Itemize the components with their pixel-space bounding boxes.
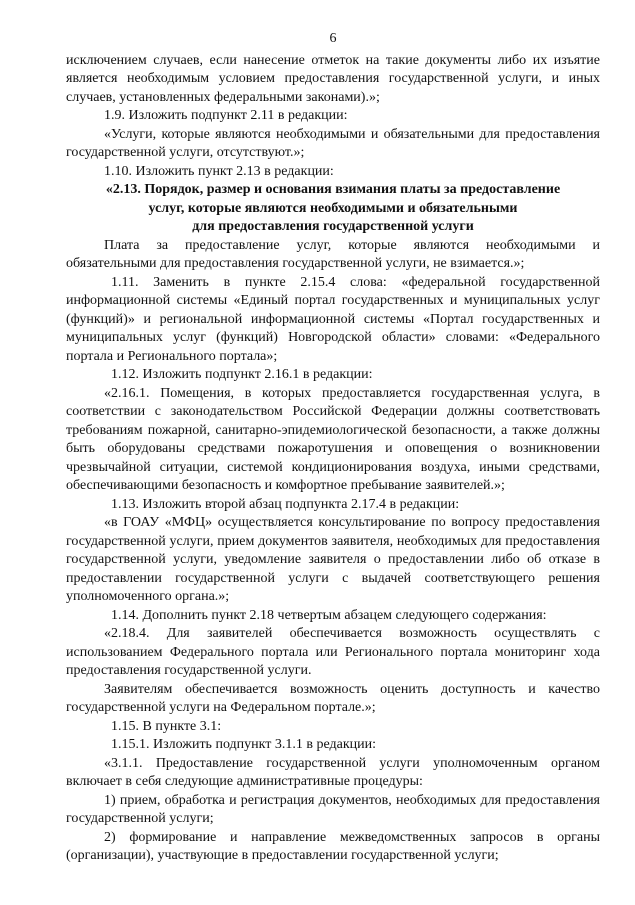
list-item-2: 2) формирование и направление межведомственных запросов в органы (организации), участвующие в предоставлении государственной услуги; bbox=[66, 829, 600, 863]
paragraph-2-18-4: «2.18.4. Для заявителей обеспечивается возможность осуществлять с использованием Федерального портала или Регионального портала мониторинг хода предоставления государственной услуги. bbox=[66, 626, 600, 678]
paragraph-mfc: «в ГОАУ «МФЦ» осуществляется консультирование по вопросу предоставления государственной услуги, прием документов заявителя, необходимых для предоставления государственной услуги, уведомление заявителя о предоставлении либо об отказе в предоставлении государственной услуги с выдачей соответствующего решения уполномоченного органа.»; bbox=[66, 515, 600, 604]
section-heading-line-2: услуг, которые являются необходимыми и обязательными bbox=[148, 200, 518, 216]
section-heading-line-1: «2.13. Порядок, размер и основания взимания платы за предоставление bbox=[105, 182, 561, 197]
paragraph-services-quote: «Услуги, которые являются необходимыми и обязательными для предоставления государственной услуги, отсутствуют.»; bbox=[66, 126, 600, 160]
page-number: 6 bbox=[329, 31, 337, 46]
paragraph-1-15-1: 1.15.1. Изложить подпункт 3.1.1 в редакции: bbox=[111, 737, 377, 752]
paragraph-applicants: Заявителям обеспечивается возможность оценить доступность и качество государственной услуги на Федеральном портале.»; bbox=[66, 681, 600, 715]
paragraph-1-15: 1.15. В пункте 3.1: bbox=[111, 718, 222, 734]
paragraph-continuation: исключением случаев, если нанесение отметок на такие документы либо их изъятие является необходимым условием предоставления государственной услуги, и иных случаев, установленных федеральными законами).»; bbox=[66, 52, 600, 105]
paragraph-1-12: 1.12. Изложить подпункт 2.16.1 в редакции: bbox=[111, 367, 373, 382]
paragraph-1-14: 1.14. Дополнить пункт 2.18 четвертым абзацем следующего содержания: bbox=[111, 607, 547, 623]
paragraph-fee: Плата за предоставление услуг, которые являются необходимыми и обязательными для предоставления государственной услуги, не взимается.»; bbox=[66, 237, 600, 271]
paragraph-3-1-1: «3.1.1. Предоставление государственной услуги уполномоченным органом включает в себя следующие административные процедуры: bbox=[66, 755, 600, 789]
paragraph-1-9: 1.9. Изложить подпункт 2.11 в редакции: bbox=[104, 108, 348, 123]
paragraph-1-13: 1.13. Изложить второй абзац подпункта 2.17.4 в редакции: bbox=[111, 496, 460, 512]
paragraph-1-11: 1.11. Заменить в пункте 2.15.4 слова: «федеральной государственной информационной системы «Единый портал государственных и муниципальных услуг (функций)» и региональной информационной системы «Портал государственных и муниципальных услуг (функций) Новгородской области» словами: «Федерального портала и Регионального портала»; bbox=[66, 274, 600, 364]
paragraph-1-10: 1.10. Изложить пункт 2.13 в редакции: bbox=[104, 163, 334, 179]
section-heading-line-3: для предоставления государственной услуги bbox=[192, 219, 474, 234]
document-page bbox=[66, 30, 600, 866]
paragraph-2-16-1: «2.16.1. Помещения, в которых предоставляется государственная услуга, в соответствии с законодательством Российской Федерации должны соответствовать требованиям пожарной, санитарно-эпидемиологической безопасности, а также должны быть оборудованы средствами пожаротушения и оповещения о возникновении чрезвычайной ситуации, системой кондиционирования воздуха, иными средствами, обеспечивающими безопасность и комфортное пребывание заявителей.»; bbox=[66, 385, 600, 493]
list-item-1: 1) прием, обработка и регистрация документов, необходимых для предоставления государственной услуги; bbox=[66, 792, 600, 826]
